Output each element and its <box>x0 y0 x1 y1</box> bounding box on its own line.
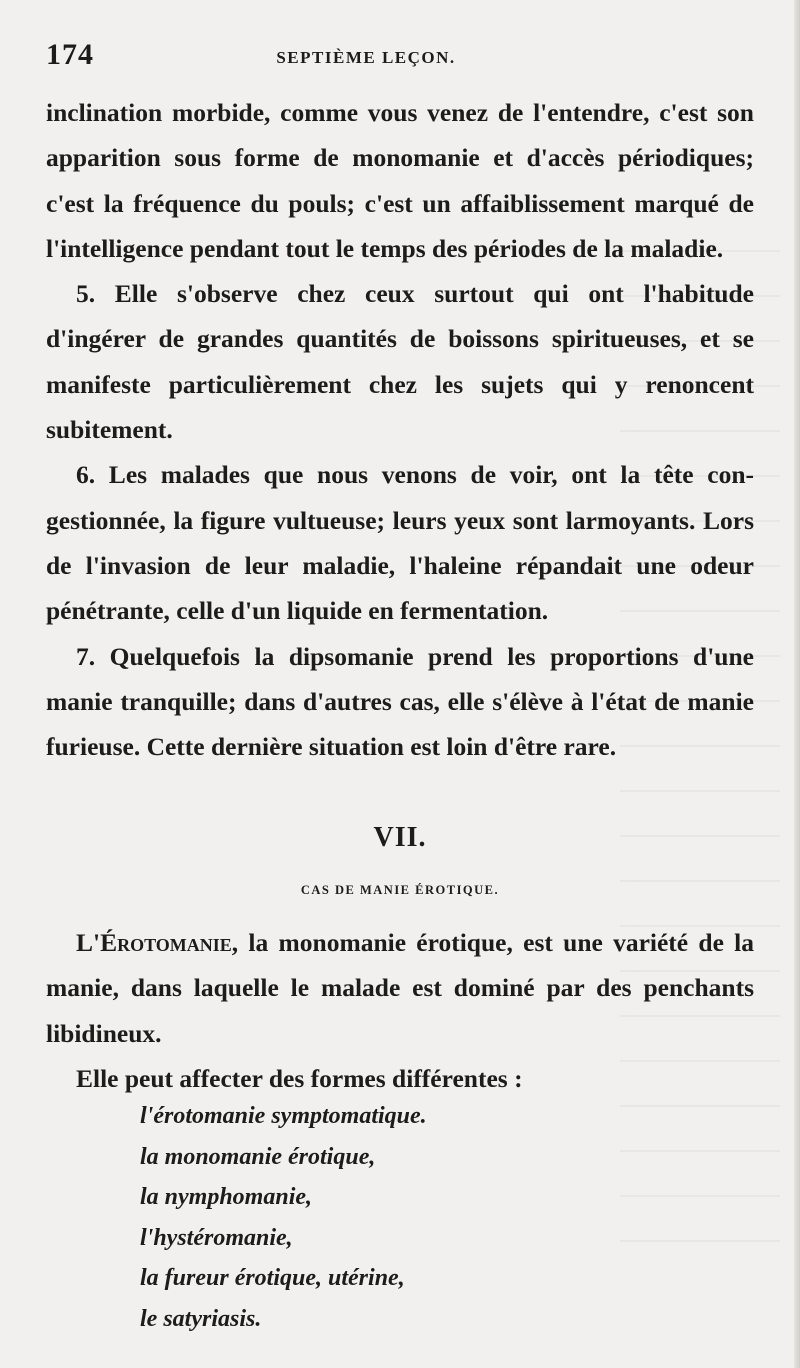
list-item: la monomanie érotique, <box>140 1143 376 1170</box>
paragraph-erotomanie <box>46 920 754 1056</box>
term-erotomanie: L'Érotomanie <box>76 928 232 957</box>
forms-list <box>140 1096 740 1339</box>
running-head: SEPTIÈME LEÇON. <box>276 48 456 67</box>
paragraph-forms-intro: Elle peut affecter des formes différentes : <box>76 1063 523 1093</box>
list-item: l'hystéromanie, <box>140 1224 293 1251</box>
body-text-section <box>46 920 754 1101</box>
page-number: 174 <box>46 38 94 71</box>
page-edge <box>794 0 800 1368</box>
list-item: la nymphomanie, <box>140 1184 313 1210</box>
list-item: la fureur érotique, utérine, <box>140 1265 405 1291</box>
paragraph-point-5: 5. Elle s'observe chez ceux surtout qui ont l'habitude d'ingérer de grandes quantités de boissons spiritueuses, et se manifeste particulièrement chez les sujets qui y renoncent subitement. <box>46 279 754 445</box>
page-header <box>46 38 756 78</box>
body-text-top <box>46 90 754 769</box>
paragraph-point-6: 6. Les malades que nous venons de voir, ont la tête congestionnée, la figure vultueuse; leurs yeux sont larmoyants. Lors de l'invasion de leur maladie, l'haleine répandait une odeur pénétrante, celle d'un liquide en fermentation. <box>46 460 754 626</box>
paragraph-point-7: 7. Quelquefois la dipsomanie prend les proportions d'une manie tranquille; dans d'autres cas, elle s'élève à l'état de manie furieuse. Cette dernière situation est loin d'être rare. <box>46 641 754 762</box>
paragraph-erotomanie-rest: , la monomanie érotique, est une variété de la manie, dans laquelle le malade est dominé par des penchants libidineux. <box>46 928 754 1048</box>
list-item: l'érotomanie symptomatique. <box>140 1103 427 1129</box>
section-number: VII. <box>373 822 427 853</box>
paragraph-continuation: inclination morbide, comme vous venez de l'entendre, c'est son apparition sous forme de monomanie et d'accès périodiques; c'est la fréquence du pouls; c'est un affaiblissement marqué de l'intelligence pendant tout le temps des périodes de la maladie. <box>46 98 754 263</box>
list-item: le satyriasis. <box>140 1305 262 1332</box>
section-title: CAS DE MANIE ÉROTIQUE. <box>300 883 500 897</box>
